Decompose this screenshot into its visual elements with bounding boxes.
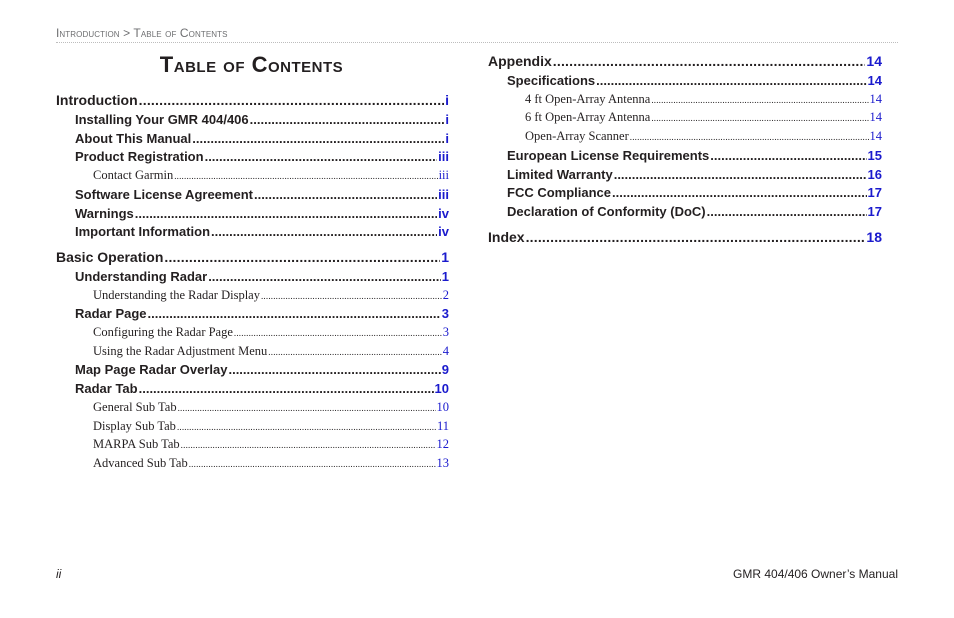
toc-entry-label: Introduction xyxy=(56,92,138,108)
toc-entry[interactable] xyxy=(488,92,882,107)
toc-entry-label: Limited Warranty xyxy=(507,166,613,182)
toc-page-link[interactable]: iv xyxy=(438,224,449,240)
toc-page-link[interactable]: 9 xyxy=(441,362,449,378)
page-title: Table of Contents xyxy=(159,52,344,77)
toc-dot-leader xyxy=(228,362,440,377)
toc-entry[interactable] xyxy=(56,168,449,183)
toc-entry-label: About This Manual xyxy=(75,130,192,146)
toc-dot-leader xyxy=(651,92,868,107)
toc-page-link[interactable]: iii xyxy=(438,168,449,183)
toc-page-link[interactable]: 18 xyxy=(866,228,882,245)
toc-dot-leader xyxy=(250,112,445,127)
toc-entry[interactable] xyxy=(56,325,449,340)
footer-page-number: ii xyxy=(56,567,62,581)
toc-page-link[interactable]: 14 xyxy=(867,73,882,88)
toc-page-link[interactable]: 10 xyxy=(434,381,449,397)
footer-manual-title: GMR 404/406 Owner’s Manual xyxy=(733,567,898,581)
toc-page-link[interactable]: 1 xyxy=(441,268,449,284)
toc-dot-leader xyxy=(174,168,437,183)
toc-dot-leader xyxy=(181,437,436,452)
toc-page-link[interactable]: i xyxy=(445,92,449,108)
toc-entry[interactable] xyxy=(56,269,449,284)
toc-entry-label: MARPA Sub Tab xyxy=(93,437,180,452)
toc-entry[interactable] xyxy=(56,306,449,321)
toc-page-link[interactable]: 14 xyxy=(869,129,882,144)
toc-entry[interactable] xyxy=(488,148,882,163)
toc-dot-leader xyxy=(234,325,442,340)
toc-entry-label: Display Sub Tab xyxy=(93,418,176,433)
toc-dot-leader xyxy=(164,249,440,265)
toc-entry[interactable] xyxy=(56,456,449,471)
toc-page-link[interactable]: 16 xyxy=(867,166,882,182)
toc-entry-label: Installing Your GMR 404/406 xyxy=(75,112,249,127)
toc-page-link[interactable]: 3 xyxy=(442,325,449,339)
toc-entry[interactable] xyxy=(488,110,882,125)
toc-entry-label: General Sub Tab xyxy=(93,399,177,414)
toc-entry[interactable] xyxy=(56,400,449,415)
toc-dot-leader xyxy=(208,269,441,284)
toc-entry[interactable] xyxy=(56,149,449,164)
toc-dot-leader xyxy=(139,92,444,108)
toc-page-link[interactable]: 15 xyxy=(867,147,882,163)
toc-page-link[interactable]: i xyxy=(445,130,449,146)
toc-dot-leader xyxy=(630,129,869,144)
toc-dot-leader xyxy=(268,344,441,359)
toc-dot-leader xyxy=(177,419,436,434)
toc-dot-leader xyxy=(651,110,868,125)
toc-entry-label: Understanding Radar xyxy=(75,268,208,284)
toc-entry[interactable] xyxy=(56,187,449,202)
toc-entry[interactable] xyxy=(488,53,882,69)
toc-dot-leader xyxy=(135,206,437,221)
toc-dot-leader xyxy=(211,224,437,239)
toc-dot-leader xyxy=(707,204,867,219)
toc-dot-leader xyxy=(254,187,437,202)
toc-page-link[interactable]: 14 xyxy=(866,53,882,69)
toc-page-link[interactable]: 14 xyxy=(869,110,882,125)
toc-dot-leader xyxy=(189,456,436,471)
toc-entry[interactable] xyxy=(488,229,882,245)
toc-entry-label: Contact Garmin xyxy=(93,168,174,183)
toc-entry-label: Appendix xyxy=(488,53,552,69)
toc-entry[interactable] xyxy=(488,129,882,144)
toc-entry[interactable] xyxy=(56,381,449,396)
toc-page-link[interactable]: 2 xyxy=(442,287,449,302)
toc-page-link[interactable]: 17 xyxy=(867,185,882,201)
toc-entry-label: 4 ft Open-Array Antenna xyxy=(525,91,651,106)
toc-entry-label: Specifications xyxy=(507,73,596,88)
toc-entry-label: Advanced Sub Tab xyxy=(93,455,188,470)
toc-dot-leader xyxy=(139,381,434,396)
toc-entry[interactable] xyxy=(56,288,449,303)
toc-entry-label: Map Page Radar Overlay xyxy=(75,362,228,378)
toc-dot-leader xyxy=(261,288,442,303)
toc-entry[interactable] xyxy=(56,206,449,221)
toc-page-link[interactable]: 10 xyxy=(436,399,449,414)
toc-entry-label: Using the Radar Adjustment Menu xyxy=(93,343,268,358)
toc-entry[interactable] xyxy=(488,73,882,88)
toc-entry[interactable] xyxy=(56,344,449,359)
toc-entry-label: Configuring the Radar Page xyxy=(93,325,233,339)
toc-page-link[interactable]: iv xyxy=(438,205,449,221)
toc-entry-label: Warnings xyxy=(75,205,134,221)
toc-entry[interactable] xyxy=(488,185,882,200)
toc-entry-label: Important Information xyxy=(75,224,211,240)
toc-page-link[interactable]: iii xyxy=(438,186,449,202)
toc-entry-label: Radar Page xyxy=(75,306,147,322)
toc-dot-leader xyxy=(205,149,438,164)
header-divider xyxy=(56,42,898,43)
toc-page-link[interactable]: 3 xyxy=(441,306,449,322)
toc-dot-leader xyxy=(178,400,436,415)
toc-entry[interactable] xyxy=(56,92,449,108)
toc-entry[interactable] xyxy=(56,112,449,127)
toc-page-link[interactable]: 11 xyxy=(436,418,449,433)
toc-entry[interactable] xyxy=(56,419,449,434)
toc-page-link[interactable]: 4 xyxy=(442,343,449,358)
toc-entry-label: European License Requirements xyxy=(507,147,710,163)
toc-dot-leader xyxy=(553,53,866,69)
toc-entry-label: Index xyxy=(488,228,525,245)
toc-entry[interactable] xyxy=(56,362,449,377)
toc-dot-leader xyxy=(614,167,867,182)
toc-entry[interactable] xyxy=(56,131,449,146)
breadcrumb: Introduction > Table of Contents xyxy=(56,26,228,40)
toc-entry[interactable] xyxy=(488,167,882,182)
toc-entry-label: 6 ft Open-Array Antenna xyxy=(525,110,651,125)
toc-entry[interactable] xyxy=(56,249,449,265)
toc-entry-label: Declaration of Conformity (DoC) xyxy=(507,203,706,219)
toc-entry-label: Basic Operation xyxy=(56,248,164,265)
toc-entry-label: Radar Tab xyxy=(75,381,138,397)
toc-entry[interactable] xyxy=(56,224,449,239)
toc-entry[interactable] xyxy=(56,437,449,452)
toc-entry-label: Software License Agreement xyxy=(75,186,253,202)
toc-dot-leader xyxy=(526,229,866,245)
toc-dot-leader xyxy=(192,131,444,146)
toc-page-link[interactable]: 17 xyxy=(867,203,882,219)
toc-page-link[interactable]: 1 xyxy=(441,248,449,265)
toc-dot-leader xyxy=(710,148,866,163)
toc-page-link[interactable]: iii xyxy=(438,149,449,165)
toc-entry[interactable] xyxy=(488,204,882,219)
toc-entry-label: Product Registration xyxy=(75,149,204,165)
toc-page-link[interactable]: 12 xyxy=(436,437,449,452)
toc-entry-label: Understanding the Radar Display xyxy=(93,287,260,302)
toc-page-link[interactable]: 13 xyxy=(436,455,449,470)
toc-dot-leader xyxy=(612,185,867,200)
toc-page-link[interactable]: 14 xyxy=(869,91,882,106)
toc-dot-leader xyxy=(596,73,866,88)
toc-entry-label: FCC Compliance xyxy=(507,185,612,201)
toc-page-link[interactable]: i xyxy=(445,112,449,127)
toc-dot-leader xyxy=(148,306,441,321)
toc-entry-label: Open-Array Scanner xyxy=(525,129,629,144)
